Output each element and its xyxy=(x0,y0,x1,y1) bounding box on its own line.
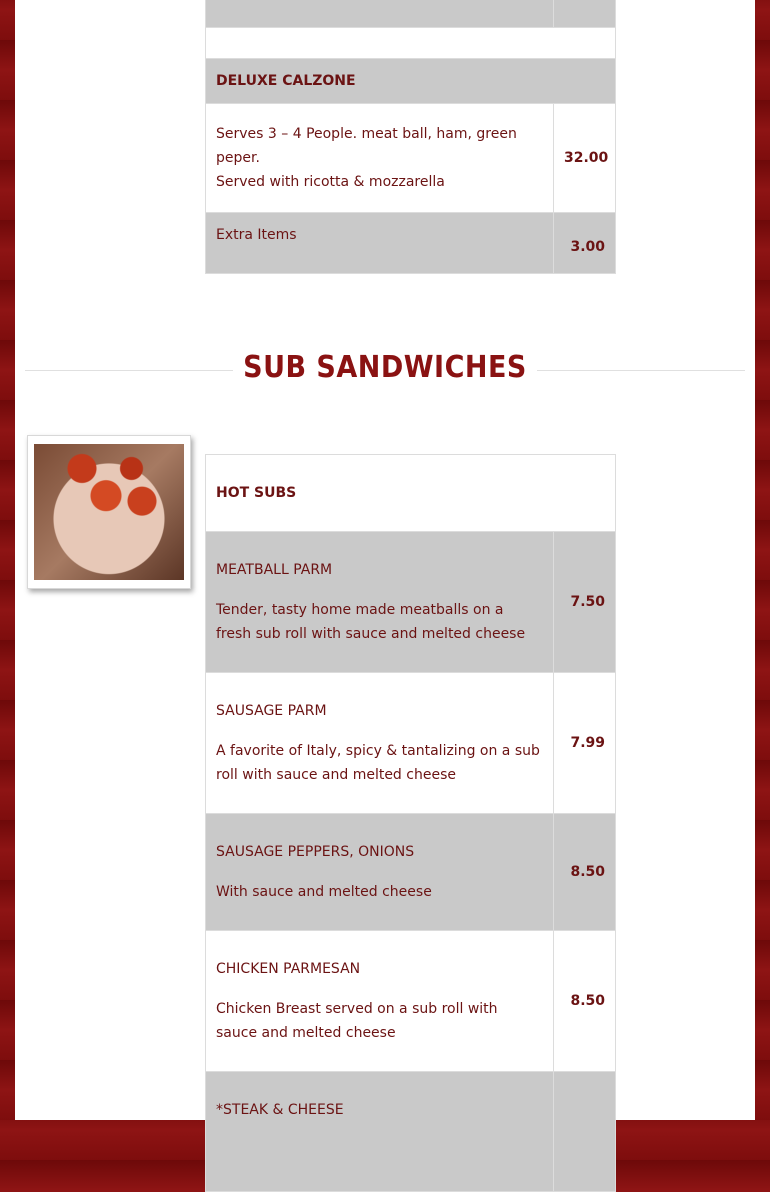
item-name: *STEAK & CHEESE xyxy=(216,1102,344,1118)
table-row xyxy=(206,0,616,28)
menu-item-cell xyxy=(206,532,554,673)
table-header-row xyxy=(206,59,616,104)
menu-item-row xyxy=(206,931,616,1072)
item-name: MEATBALL PARM xyxy=(216,562,333,578)
item-price: 8.50 xyxy=(554,814,616,931)
calzone-header: DELUXE CALZONE xyxy=(206,59,616,104)
item-name: SAUSAGE PEPPERS, ONIONS xyxy=(216,844,415,860)
menu-item-row xyxy=(206,213,616,274)
item-price: 32.00 xyxy=(554,104,616,213)
menu-item-cell xyxy=(206,931,554,1072)
sub-sandwich-photo[interactable] xyxy=(27,435,191,589)
menu-item-cell xyxy=(206,1072,554,1192)
menu-item-description xyxy=(206,213,554,274)
item-name: CHICKEN PARMESAN xyxy=(216,961,361,977)
item-desc-line: Served with ricotta & mozzarella xyxy=(216,174,445,190)
menu-item-cell xyxy=(206,814,554,931)
sandwich-image xyxy=(34,444,184,580)
item-price: 7.50 xyxy=(554,532,616,673)
item-desc-line: Extra Items xyxy=(216,227,297,243)
menu-item-row xyxy=(206,814,616,931)
menu-item-row xyxy=(206,532,616,673)
section-title: SUB SANDWICHES xyxy=(25,350,745,385)
item-description: Tender, tasty home made meatballs on a fresh sub roll with sauce and melted cheese xyxy=(216,602,526,642)
item-desc-line: Serves 3 – 4 People. meat ball, ham, green peper. xyxy=(216,126,517,166)
item-price xyxy=(554,1072,616,1192)
menu-item-description xyxy=(206,104,554,213)
table-spacer-row xyxy=(206,28,616,59)
item-description: Chicken Breast served on a sub roll with sauce and melted cheese xyxy=(216,1001,498,1041)
section-title-wrap xyxy=(25,350,745,390)
menu-item-row xyxy=(206,673,616,814)
menu-item-row xyxy=(206,104,616,213)
item-name: SAUSAGE PARM xyxy=(216,703,327,719)
table-header-row xyxy=(206,455,616,532)
item-price: 3.00 xyxy=(554,213,616,274)
hot-subs-header: HOT SUBS xyxy=(206,455,616,532)
menu-item-row xyxy=(206,1072,616,1192)
item-price: 8.50 xyxy=(554,931,616,1072)
page-content xyxy=(15,0,755,1120)
calzone-table xyxy=(205,0,616,274)
item-description: A favorite of Italy, spicy & tantalizing on a sub roll with sauce and melted cheese xyxy=(216,743,540,783)
hot-subs-table xyxy=(205,454,616,1192)
menu-item-cell xyxy=(206,673,554,814)
item-price: 7.99 xyxy=(554,673,616,814)
item-description: With sauce and melted cheese xyxy=(216,884,432,900)
